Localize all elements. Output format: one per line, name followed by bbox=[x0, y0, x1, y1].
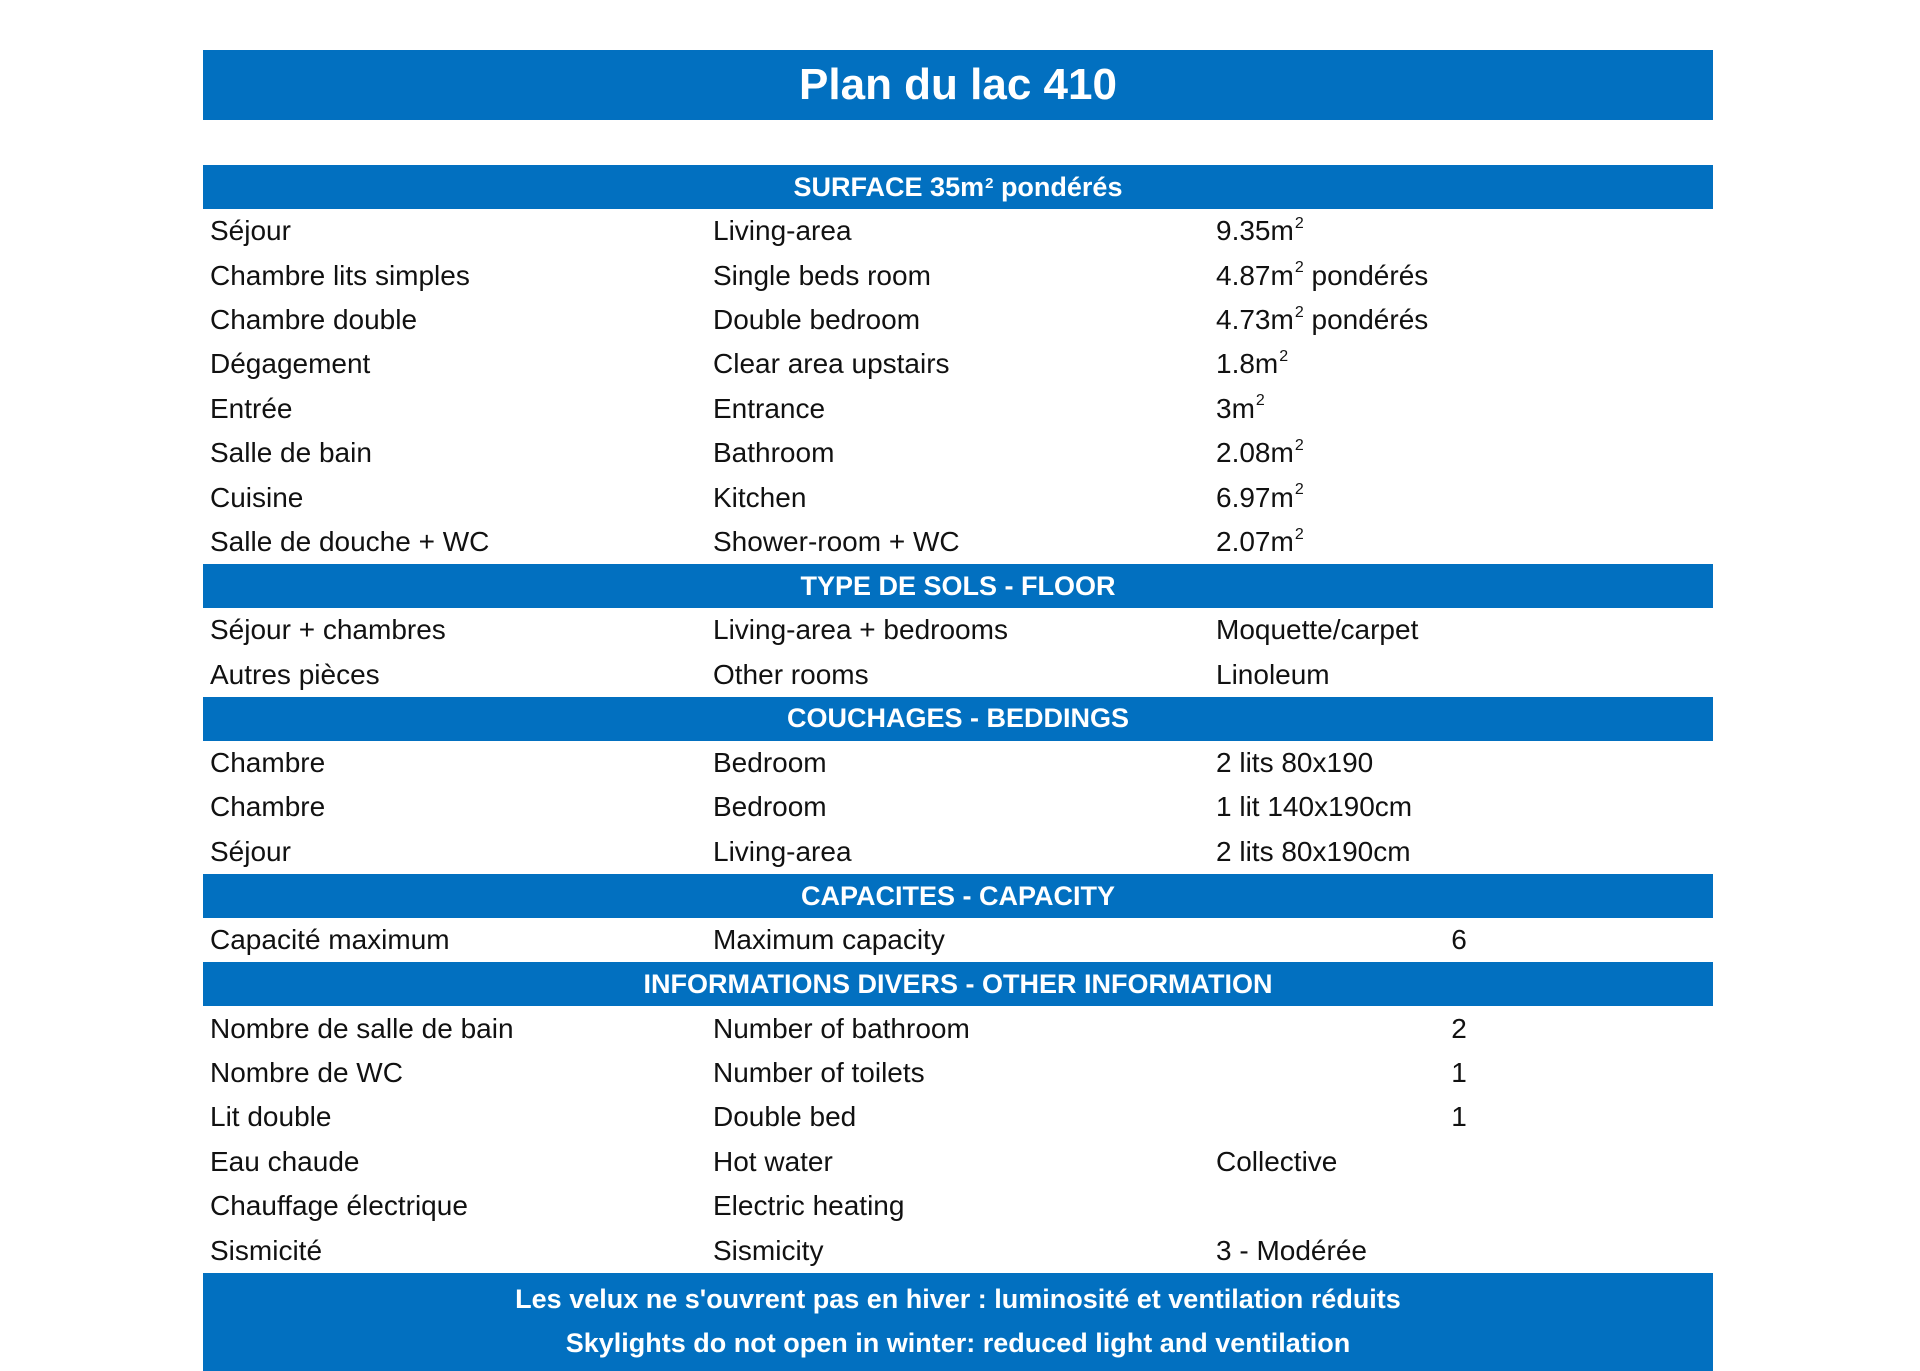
section-heading-other: INFORMATIONS DIVERS - OTHER INFORMATION bbox=[203, 962, 1713, 1006]
floor-value: Linoleum bbox=[1216, 658, 1330, 690]
area-sup: 2 bbox=[1279, 348, 1289, 366]
area-sup: 2 bbox=[1294, 303, 1304, 321]
area-sup: 2 bbox=[1294, 436, 1304, 454]
area-value bbox=[1209, 393, 1449, 425]
label-en: Single beds room bbox=[713, 259, 931, 291]
floor-value: Moquette/carpet bbox=[1216, 614, 1419, 646]
surface-heading-sup: 2 bbox=[985, 174, 994, 192]
label-fr: Salle de bain bbox=[210, 437, 372, 469]
table-row bbox=[203, 653, 1713, 697]
bedding-value: 2 lits 80x190cm bbox=[1216, 835, 1411, 867]
label-en: Double bed bbox=[713, 1101, 857, 1133]
count-value: 6 bbox=[1451, 924, 1467, 956]
label-en: Hot water bbox=[713, 1145, 833, 1177]
label-fr: Autres pièces bbox=[210, 658, 380, 690]
area-sup: 2 bbox=[1294, 525, 1304, 543]
label-fr: Capacité maximum bbox=[210, 924, 450, 956]
label-en: Other rooms bbox=[713, 658, 869, 690]
label-fr: Nombre de WC bbox=[210, 1057, 403, 1089]
table-row bbox=[203, 785, 1713, 829]
area-number: 6.97m bbox=[1216, 481, 1294, 513]
table-row bbox=[203, 1184, 1713, 1228]
section-heading-floor: TYPE DE SOLS - FLOOR bbox=[203, 564, 1713, 608]
bedding-value: 2 lits 80x190 bbox=[1216, 747, 1374, 779]
label-fr: Lit double bbox=[210, 1101, 332, 1133]
page-title: Plan du lac 410 bbox=[203, 50, 1713, 120]
label-fr: Eau chaude bbox=[210, 1145, 360, 1177]
table-row bbox=[203, 475, 1713, 519]
area-number: 4.73m bbox=[1216, 303, 1294, 335]
section-heading-surface bbox=[203, 165, 1713, 209]
document-page bbox=[203, 50, 1713, 1371]
info-value: Collective bbox=[1216, 1145, 1338, 1177]
label-fr: Cuisine bbox=[210, 481, 304, 513]
count-cell bbox=[1449, 1146, 1689, 1178]
table-row bbox=[203, 209, 1713, 253]
label-en: Electric heating bbox=[713, 1190, 905, 1222]
label-fr: Séjour bbox=[210, 215, 291, 247]
area-value bbox=[1209, 437, 1449, 469]
surface-heading-suffix: pondérés bbox=[993, 171, 1123, 202]
area-number: 9.35m bbox=[1216, 215, 1294, 247]
label-en: Sismicity bbox=[713, 1234, 824, 1266]
bedding-value: 1 lit 140x190cm bbox=[1216, 791, 1413, 823]
label-fr: Entrée bbox=[210, 392, 293, 424]
footer-note-en: Skylights do not open in winter: reduced light and ventilation bbox=[565, 1327, 1351, 1358]
count-cell bbox=[1449, 1057, 1689, 1089]
label-en: Entrance bbox=[713, 392, 826, 424]
count-cell bbox=[1449, 1101, 1689, 1133]
table-row bbox=[203, 431, 1713, 475]
area-value bbox=[1209, 482, 1449, 514]
table-row bbox=[203, 298, 1713, 342]
area-number: 2.08m bbox=[1216, 437, 1294, 469]
table-row bbox=[203, 520, 1713, 564]
info-table bbox=[203, 165, 1713, 1371]
table-row bbox=[203, 830, 1713, 874]
count-cell bbox=[1449, 1013, 1689, 1045]
section-heading-beddings: COUCHAGES - BEDDINGS bbox=[203, 697, 1713, 741]
count-value: 1 bbox=[1451, 1101, 1467, 1133]
area-sup: 2 bbox=[1294, 259, 1304, 277]
area-value bbox=[1209, 260, 1449, 292]
count-value: 2 bbox=[1451, 1012, 1467, 1044]
label-fr: Chambre lits simples bbox=[210, 259, 470, 291]
table-row bbox=[203, 387, 1713, 431]
label-en: Clear area upstairs bbox=[713, 348, 950, 380]
label-en: Living-area + bedrooms bbox=[713, 614, 1008, 646]
area-value bbox=[1209, 304, 1449, 336]
label-fr: Salle de douche + WC bbox=[210, 525, 490, 557]
footer-note-fr: Les velux ne s'ouvrent pas en hiver : luminosité et ventilation réduits bbox=[515, 1283, 1401, 1314]
label-en: Shower-room + WC bbox=[713, 525, 960, 557]
label-en: Double bedroom bbox=[713, 303, 921, 335]
table-row bbox=[203, 608, 1713, 652]
area-value bbox=[1209, 348, 1449, 380]
area-value bbox=[1209, 526, 1449, 558]
label-en: Bathroom bbox=[713, 437, 835, 469]
area-number: 3m bbox=[1216, 392, 1255, 424]
label-fr: Chauffage électrique bbox=[210, 1190, 468, 1222]
label-en: Kitchen bbox=[713, 481, 807, 513]
surface-heading-prefix: SURFACE 35m bbox=[793, 171, 985, 202]
label-fr: Chambre bbox=[210, 747, 326, 779]
table-row bbox=[203, 1006, 1713, 1050]
area-sup: 2 bbox=[1294, 481, 1304, 499]
label-fr: Dégagement bbox=[210, 348, 371, 380]
info-value: 3 - Modérée bbox=[1216, 1234, 1367, 1266]
table-row bbox=[203, 918, 1713, 962]
count-cell bbox=[1449, 1190, 1689, 1222]
table-row bbox=[203, 1095, 1713, 1139]
label-fr: Sismicité bbox=[210, 1234, 323, 1266]
table-row bbox=[203, 1140, 1713, 1184]
area-suffix: pondérés bbox=[1303, 303, 1429, 335]
label-fr: Chambre double bbox=[210, 303, 418, 335]
label-en: Living-area bbox=[713, 835, 852, 867]
area-number: 2.07m bbox=[1216, 525, 1294, 557]
label-en: Maximum capacity bbox=[713, 924, 945, 956]
label-en: Number of toilets bbox=[713, 1057, 925, 1089]
area-sup: 2 bbox=[1255, 392, 1265, 410]
area-number: 1.8m bbox=[1216, 348, 1279, 380]
table-row bbox=[203, 342, 1713, 386]
count-cell bbox=[1449, 924, 1689, 956]
area-number: 4.87m bbox=[1216, 259, 1294, 291]
count-value: 1 bbox=[1451, 1057, 1467, 1089]
label-fr: Nombre de salle de bain bbox=[210, 1012, 514, 1044]
area-suffix: pondérés bbox=[1303, 259, 1429, 291]
table-row bbox=[203, 741, 1713, 785]
label-en: Number of bathroom bbox=[713, 1012, 970, 1044]
count-cell bbox=[1449, 1235, 1689, 1267]
label-fr: Séjour + chambres bbox=[210, 614, 446, 646]
section-heading-capacity: CAPACITES - CAPACITY bbox=[203, 874, 1713, 918]
label-en: Bedroom bbox=[713, 747, 827, 779]
table-row bbox=[203, 1228, 1713, 1272]
table-row bbox=[203, 1051, 1713, 1095]
label-en: Bedroom bbox=[713, 791, 827, 823]
area-sup: 2 bbox=[1294, 214, 1304, 232]
table-row bbox=[203, 253, 1713, 297]
area-value bbox=[1209, 215, 1449, 247]
label-fr: Séjour bbox=[210, 835, 291, 867]
footer-note bbox=[203, 1273, 1713, 1371]
label-fr: Chambre bbox=[210, 791, 326, 823]
label-en: Living-area bbox=[713, 215, 852, 247]
